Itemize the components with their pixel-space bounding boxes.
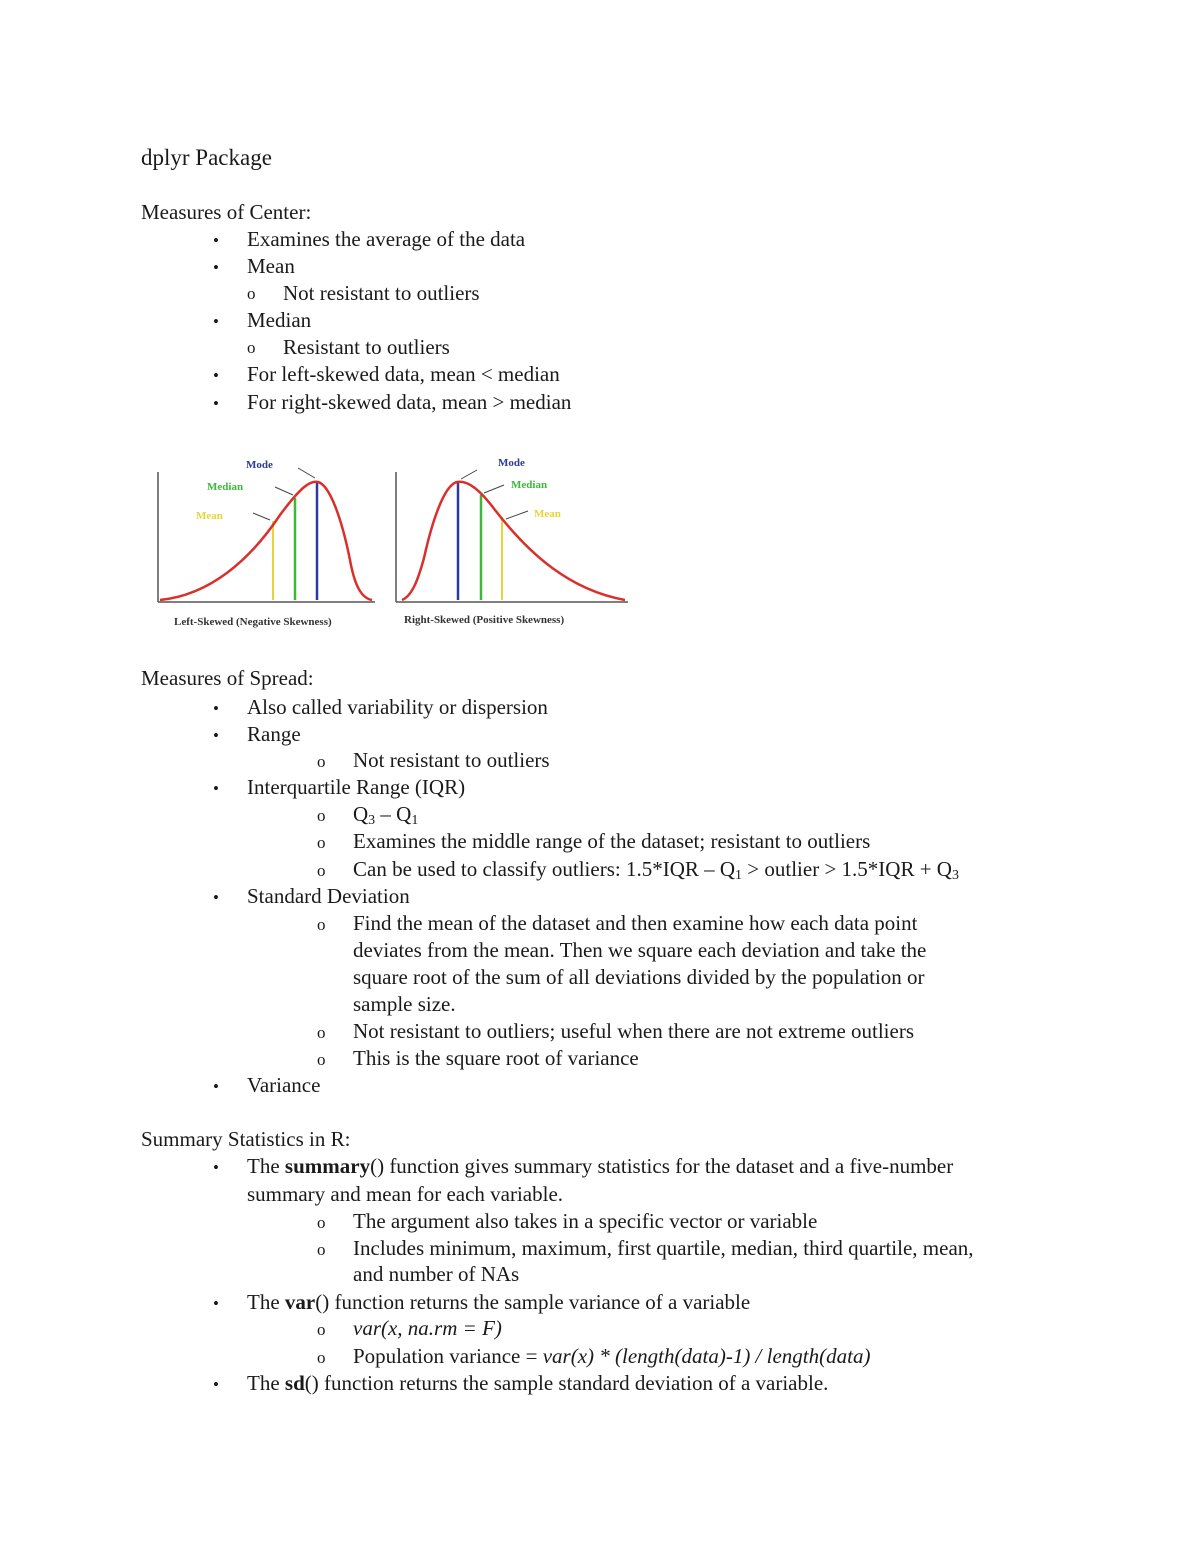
spread-item-range: Range xyxy=(247,722,301,746)
right-mean-label: Mean xyxy=(534,508,561,520)
spread-item-sd-note: Not resistant to outliers; useful when there are not extreme outliers xyxy=(353,1019,915,1043)
summary-item-var-usage: var(x, na.rm = F) xyxy=(353,1316,502,1340)
spread-item-sd: Standard Deviation xyxy=(247,884,410,908)
sub-bullet-icon: o xyxy=(247,284,256,303)
right-mode-pointer xyxy=(461,470,477,479)
bullet-icon: • xyxy=(213,699,219,718)
center-item-left-skew: For left-skewed data, mean < median xyxy=(247,362,560,386)
spread-item-sd-desc-2: deviates from the mean. Then we square each deviation and take the xyxy=(353,938,927,962)
right-mean-pointer xyxy=(506,511,528,519)
center-item-right-skew: For right-skewed data, mean > median xyxy=(247,390,572,414)
summary-item-sd-fn: The sd() function returns the sample standard deviation of a variable. xyxy=(247,1371,829,1395)
left-mean-label: Mean xyxy=(196,510,223,522)
center-item-median: Median xyxy=(247,308,312,332)
spread-item-sd-desc-4: sample size. xyxy=(353,992,456,1016)
bullet-icon: • xyxy=(213,394,219,413)
sub-bullet-icon: o xyxy=(317,1320,326,1339)
center-heading: Measures of Center: xyxy=(141,200,312,224)
center-item-median-note: Resistant to outliers xyxy=(283,335,450,359)
sub-bullet-icon: o xyxy=(317,915,326,934)
spread-item-1: Also called variability or dispersion xyxy=(247,695,548,719)
summary-item-includes-2: and number of NAs xyxy=(353,1262,520,1286)
sub-bullet-icon: o xyxy=(317,833,326,852)
skewness-figure xyxy=(150,450,640,640)
bullet-icon: • xyxy=(213,1375,219,1394)
left-chart-caption: Left-Skewed (Negative Skewness) xyxy=(174,616,332,628)
sub-bullet-icon: o xyxy=(317,1213,326,1232)
spread-item-iqr-outliers: Can be used to classify outliers: $1.5*IQR - Q_1$ > outlier > $1.5*IQR + Q_3$ xyxy=(353,857,959,883)
summary-item-summary-fn: The summary() function gives summary statistics for the dataset and a five-number xyxy=(247,1154,954,1178)
summary-item-argument: The argument also takes in a specific vector or variable xyxy=(353,1209,818,1233)
sub-bullet-icon: o xyxy=(247,338,256,357)
spread-item-sd-desc-1: Find the mean of the dataset and then examine how each data point xyxy=(353,911,918,935)
summary-item-var-fn: The var() function returns the sample variance of a variable xyxy=(247,1290,751,1314)
page-title: dplyr Package xyxy=(141,145,272,170)
bullet-icon: • xyxy=(213,258,219,277)
right-curve xyxy=(402,482,625,600)
spread-item-sd-variance: This is the square root of variance xyxy=(353,1046,639,1070)
spread-item-range-note: Not resistant to outliers xyxy=(353,748,550,772)
center-item-mean-note: Not resistant to outliers xyxy=(283,281,480,305)
right-skew-chart xyxy=(396,457,628,602)
spread-item-iqr-formula: $Q_3 - Q_1$ xyxy=(353,802,419,828)
spread-item-iqr: Interquartile Range (IQR) xyxy=(247,775,466,799)
bullet-icon: • xyxy=(213,726,219,745)
right-chart-caption: Right-Skewed (Positive Skewness) xyxy=(404,614,565,626)
left-mode-label: Mode xyxy=(246,459,273,471)
sub-bullet-icon: o xyxy=(317,752,326,771)
left-skew-chart xyxy=(158,459,375,602)
sub-bullet-icon: o xyxy=(317,1023,326,1042)
left-mode-pointer xyxy=(298,468,315,478)
bullet-icon: • xyxy=(213,231,219,250)
right-median-label: Median xyxy=(511,479,548,491)
bullet-icon: • xyxy=(213,1077,219,1096)
summary-item-summary-fn-2: summary and mean for each variable. xyxy=(247,1182,564,1206)
spread-heading: Measures of Spread: xyxy=(141,666,314,690)
bullet-icon: • xyxy=(213,1158,219,1177)
spread-item-iqr-note: Examines the middle range of the dataset; resistant to outliers xyxy=(353,829,871,853)
left-curve xyxy=(160,482,372,600)
right-mode-label: Mode xyxy=(498,457,525,469)
left-median-label: Median xyxy=(207,481,244,493)
bullet-icon: • xyxy=(213,888,219,907)
bullet-icon: • xyxy=(213,312,219,331)
spread-item-variance: Variance xyxy=(247,1073,321,1097)
sub-bullet-icon: o xyxy=(317,1240,326,1259)
summary-heading: Summary Statistics in R: xyxy=(141,1127,351,1151)
sub-bullet-icon: o xyxy=(317,806,326,825)
sub-bullet-icon: o xyxy=(317,1348,326,1367)
center-item-1: Examines the average of the data xyxy=(247,227,526,251)
sub-bullet-icon: o xyxy=(317,1050,326,1069)
bullet-icon: • xyxy=(213,779,219,798)
summary-item-pop-variance: Population variance = var(x) * (length(data)-1) / length(data) xyxy=(353,1344,871,1368)
right-median-pointer xyxy=(484,485,504,493)
spread-item-sd-desc-3: square root of the sum of all deviations divided by the population or xyxy=(353,965,925,989)
left-median-pointer xyxy=(275,487,293,495)
bullet-icon: • xyxy=(213,366,219,385)
center-item-mean: Mean xyxy=(247,254,295,278)
left-mean-pointer xyxy=(253,513,270,520)
summary-item-includes-1: Includes minimum, maximum, first quartile, median, third quartile, mean, xyxy=(353,1236,974,1260)
bullet-icon: • xyxy=(213,1294,219,1313)
sub-bullet-icon: o xyxy=(317,861,326,880)
